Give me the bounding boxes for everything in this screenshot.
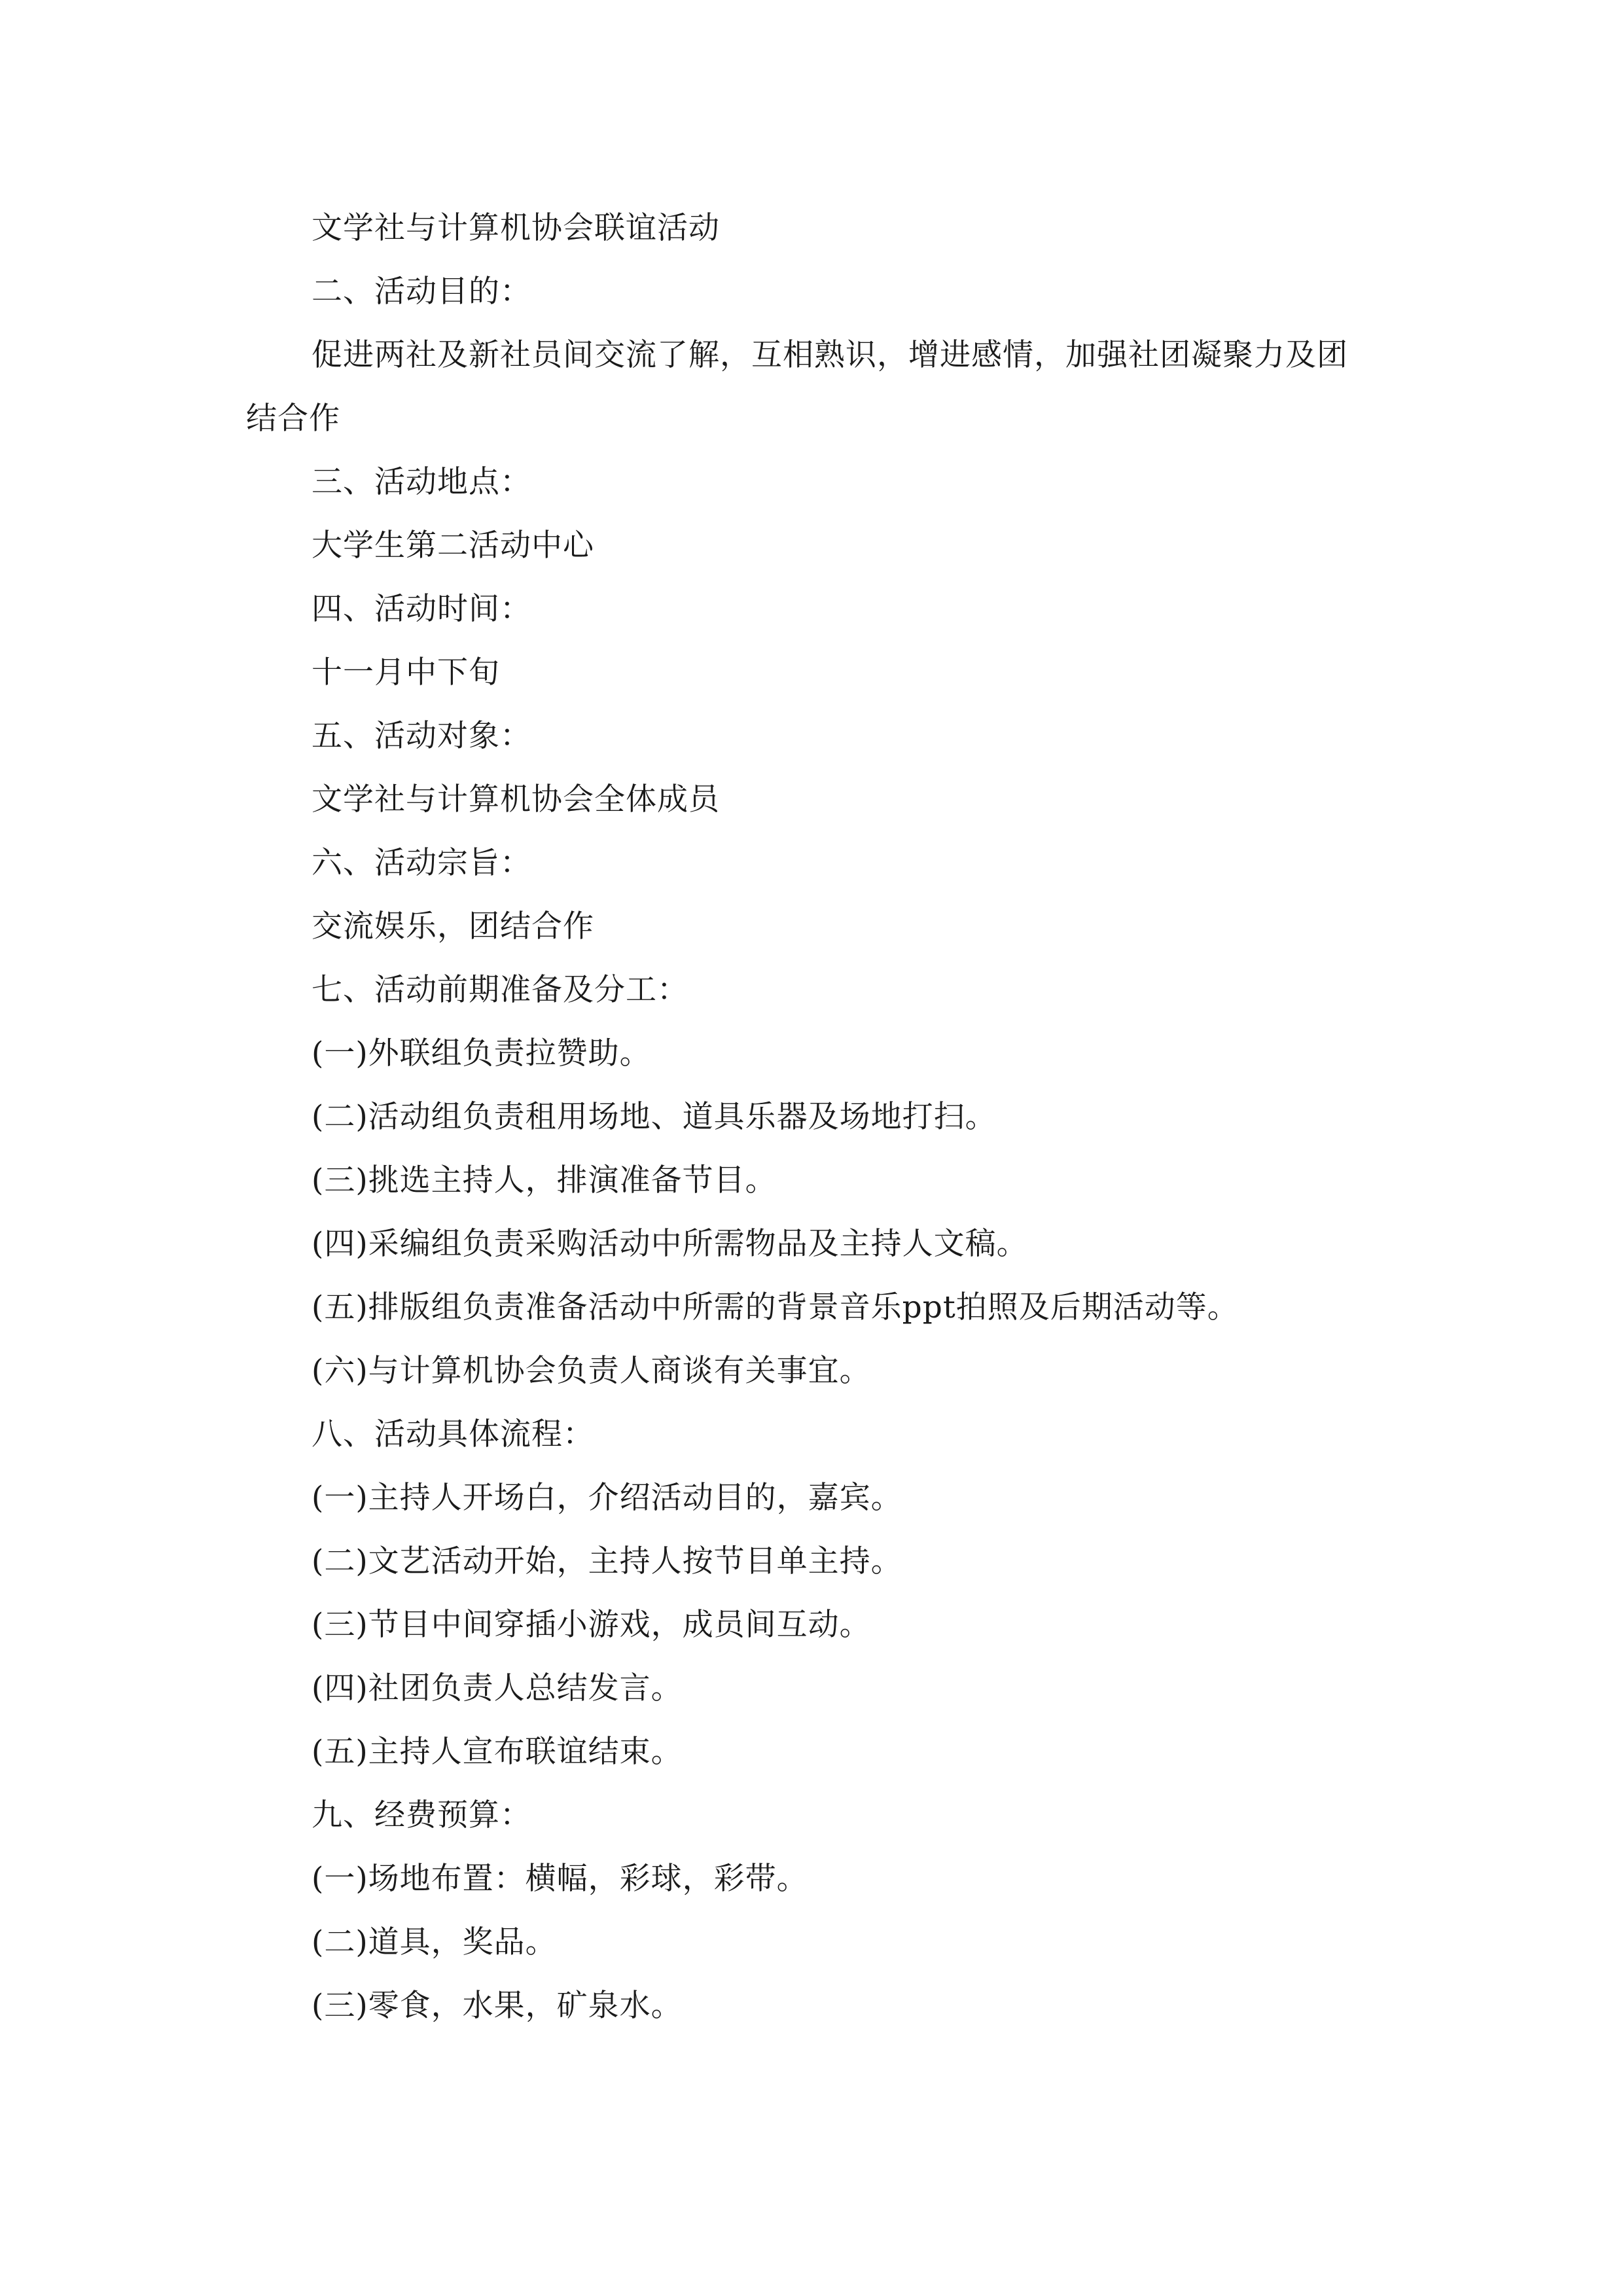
- list-item: (四)采编组负责采购活动中所需物品及主持人文稿。: [312, 1226, 1028, 1262]
- list-item: (二)文艺活动开始，主持人按节目单主持。: [312, 1543, 902, 1579]
- list-item: (六)与计算机协会负责人商谈有关事宜。: [312, 1353, 871, 1389]
- purpose-text: 促进两社及新社员间交流了解，互相熟识，增进感情，加强社团凝聚力及团结合作: [246, 337, 1348, 437]
- list-item: (一)场地布置：横幅，彩球，彩带。: [312, 1861, 808, 1897]
- list-item: (五)排版组负责准备活动中所需的背景音乐ppt拍照及后期活动等。: [312, 1289, 1239, 1325]
- document-body: [246, 196, 1377, 2037]
- list-item: (五)主持人宣布联谊结束。: [312, 1734, 683, 1770]
- section-heading-budget: 九、经费预算：: [312, 1797, 531, 1833]
- section-heading-process: 八、活动具体流程：: [312, 1416, 594, 1452]
- activity-title: 文学社与计算机协会联谊活动: [312, 210, 720, 246]
- time-text: 十一月中下旬: [312, 655, 500, 691]
- list-item: (二)活动组负责租用场地、道具乐器及场地打扫。: [312, 1099, 997, 1135]
- list-item: (三)节目中间穿插小游戏，成员间互动。: [312, 1607, 871, 1643]
- section-heading-aim: 六、活动宗旨：: [312, 845, 531, 881]
- list-item: (三)挑选主持人，排演准备节目。: [312, 1162, 777, 1198]
- section-heading-time: 四、活动时间：: [312, 591, 531, 627]
- location-text: 大学生第二活动中心: [312, 528, 594, 564]
- list-item: (二)道具，奖品。: [312, 1924, 557, 1960]
- section-heading-preparation: 七、活动前期准备及分工：: [312, 972, 688, 1008]
- aim-text: 交流娱乐，团结合作: [312, 908, 594, 944]
- list-item: (一)主持人开场白，介绍活动目的，嘉宾。: [312, 1480, 902, 1516]
- section-heading-purpose: 二、活动目的：: [312, 274, 531, 310]
- section-heading-audience: 五、活动对象：: [312, 718, 531, 754]
- section-heading-location: 三、活动地点：: [312, 464, 531, 500]
- list-item: (三)零食，水果，矿泉水。: [312, 1988, 683, 2024]
- list-item: (一)外联组负责拉赞助。: [312, 1035, 651, 1071]
- list-item: (四)社团负责人总结发言。: [312, 1670, 683, 1706]
- audience-text: 文学社与计算机协会全体成员: [312, 781, 720, 817]
